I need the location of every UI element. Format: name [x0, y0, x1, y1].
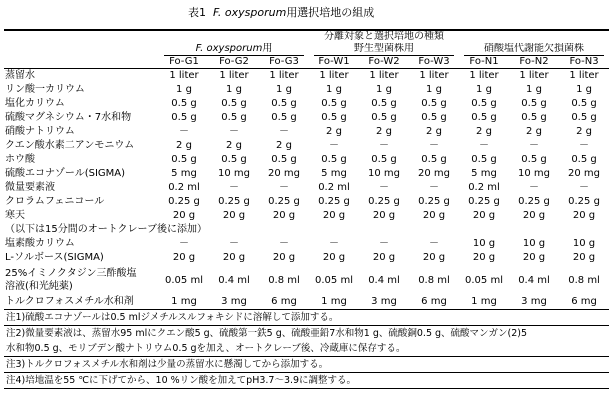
value-cell: 1 mg — [309, 295, 359, 310]
value-cell: 20 g — [272, 210, 296, 221]
value-cell: 0.5 g — [321, 98, 347, 109]
value-cell: 20 g — [472, 210, 496, 221]
value-cell: 1 g — [376, 84, 392, 95]
value-cell: 0.5 g — [221, 112, 247, 123]
ingredient-name: リン酸一カリウム — [5, 84, 85, 95]
value-cell: 1 g — [326, 84, 342, 95]
value-cell: 0.25 g — [518, 196, 550, 207]
value-cell: 0.5 g — [221, 98, 247, 109]
value-cell: 0.8 ml — [268, 274, 300, 286]
table-row — [4, 83, 609, 97]
value-cell: 2 g — [576, 126, 592, 137]
value-cell: 2 g — [526, 126, 542, 137]
value-cell: － — [229, 238, 239, 249]
value-cell: 0.5 g — [421, 112, 447, 123]
table-row — [4, 139, 609, 153]
value-cell: － — [379, 182, 389, 193]
header-top: 分離対象と選択培地の種類 — [159, 30, 609, 43]
value-cell: 1 liter — [569, 70, 599, 81]
header-codes-row — [4, 56, 609, 69]
value-cell: 0.5 g — [271, 112, 297, 123]
ingredient-name: 寒天 — [5, 210, 25, 221]
value-cell: 10 mg — [518, 168, 550, 179]
value-cell: 2 g — [276, 140, 292, 151]
ingredient-name: 硝酸ナトリウム — [5, 126, 75, 137]
note-4: 注4)培地温を55 ℃に下げてから、10 %リン酸を加えてpH3.7～3.9に調整する。 — [4, 373, 609, 389]
code-cell: Fo-N2 — [509, 56, 559, 69]
value-cell: 10 mg — [368, 168, 400, 179]
value-cell: 0.5 g — [571, 154, 597, 165]
note-2: 注2)微量要素液は、蒸留水95 mlにクエン酸5 g、硫酸第一鉄5 g、硫酸亜鉛7水和物1 g、硫酸銅0.5 g、硫酸マンガン(2)5 — [6, 328, 528, 339]
header-group-2: 野生型菌株用 — [309, 43, 459, 56]
ingredient-name: 25%イミノクタジン三酢酸塩 溶液(和光純薬) — [5, 268, 137, 292]
value-cell: 0.5 g — [271, 154, 297, 165]
composition-table — [4, 29, 609, 389]
value-cell: 0.4 ml — [368, 274, 400, 286]
caption-species: F. oxysporum — [213, 6, 287, 19]
value-cell: － — [579, 182, 590, 193]
value-cell: 2 g — [476, 126, 492, 137]
table-row — [4, 265, 609, 295]
value-cell: 1 g — [176, 84, 192, 95]
value-cell: 2 g — [326, 126, 342, 137]
ingredient-name: トルクロフォスメチル水和剤 — [4, 295, 159, 310]
value-cell: － — [229, 182, 239, 193]
value-cell: － — [179, 126, 189, 137]
code-cell: Fo-W3 — [409, 56, 459, 69]
code-cell: Fo-G1 — [159, 56, 209, 69]
value-cell: 2 g — [226, 140, 242, 151]
ingredient-name: 塩化カリウム — [5, 98, 65, 109]
value-cell: 6 mg — [259, 295, 309, 310]
value-cell: － — [279, 238, 289, 249]
value-cell: 0.2 ml — [168, 182, 200, 193]
value-cell: 0.2 ml — [468, 182, 500, 193]
table-row — [4, 251, 609, 265]
value-cell: 10 g — [472, 238, 496, 249]
code-cell: Fo-W1 — [309, 56, 359, 69]
value-cell: － — [279, 126, 289, 137]
value-cell: 1 liter — [269, 70, 299, 81]
table-row — [4, 125, 609, 139]
value-cell: 2 g — [426, 126, 442, 137]
value-cell: 10 mg — [218, 168, 250, 179]
value-cell: － — [179, 238, 189, 249]
value-cell: 0.5 g — [171, 98, 197, 109]
value-cell: 0.25 g — [418, 196, 450, 207]
value-cell: 1 liter — [419, 70, 449, 81]
value-cell: 20 g — [572, 252, 596, 263]
value-cell: 0.5 g — [471, 154, 497, 165]
value-cell: 0.25 g — [318, 196, 350, 207]
value-cell: 0.5 g — [571, 98, 597, 109]
value-cell: － — [529, 182, 539, 193]
value-cell: 0.8 ml — [418, 274, 450, 286]
value-cell: － — [379, 238, 389, 249]
value-cell: 20 mg — [418, 168, 450, 179]
value-cell: 1 g — [476, 84, 492, 95]
value-cell: － — [279, 182, 289, 193]
table-row — [4, 181, 609, 195]
caption-suffix: 用選択培地の組成 — [286, 6, 375, 19]
table-row — [4, 97, 609, 111]
value-cell: 1 g — [426, 84, 442, 95]
value-cell: 10 g — [572, 238, 596, 249]
value-cell: 5 mg — [171, 168, 197, 179]
value-cell: 3 mg — [359, 295, 409, 310]
value-cell: 0.5 g — [171, 112, 197, 123]
value-cell: － — [579, 140, 590, 151]
value-cell: 1 mg — [459, 295, 509, 310]
value-cell: 0.05 ml — [165, 274, 203, 286]
value-cell: 5 mg — [471, 168, 497, 179]
value-cell: 0.5 g — [371, 98, 397, 109]
section-note-row — [4, 223, 609, 237]
ingredient-name: クロラムフェニコール — [5, 196, 105, 207]
value-cell: － — [229, 126, 239, 137]
value-cell: 0.5 g — [221, 154, 247, 165]
ingredient-name: 蒸留水 — [5, 70, 35, 81]
value-cell: 1 g — [526, 84, 542, 95]
value-cell: 1 liter — [219, 70, 249, 81]
value-cell: － — [429, 238, 439, 249]
value-cell: 1 mg — [159, 295, 209, 310]
value-cell: 0.05 ml — [315, 274, 353, 286]
value-cell: 20 g — [172, 252, 196, 263]
value-cell: 20 g — [522, 252, 546, 263]
value-cell: － — [529, 140, 539, 151]
value-cell: 20 g — [322, 252, 346, 263]
table-row — [4, 295, 609, 310]
ingredient-name: 硫酸エコナゾール(SIGMA) — [5, 168, 126, 179]
value-cell: 20 g — [372, 252, 396, 263]
code-cell: Fo-G3 — [259, 56, 309, 69]
value-cell: 20 g — [272, 252, 296, 263]
value-cell: 20 g — [372, 210, 396, 221]
value-cell: 2 g — [176, 140, 192, 151]
ingredient-name: ホウ酸 — [5, 154, 35, 165]
value-cell: 0.25 g — [218, 196, 250, 207]
value-cell: 10 g — [522, 238, 546, 249]
value-cell: 20 g — [472, 252, 496, 263]
value-cell: 0.5 g — [471, 98, 497, 109]
note-2-cont: 水和物0.5 g、モリブデン酸ナトリウム0.5 gを加え、オートクレーブ後、冷蔵庫に保存する。 — [4, 341, 609, 357]
value-cell: 5 mg — [321, 168, 347, 179]
value-cell: 0.5 g — [371, 154, 397, 165]
value-cell: 0.5 g — [421, 98, 447, 109]
code-cell: Fo-N1 — [459, 56, 509, 69]
value-cell: 1 liter — [319, 70, 349, 81]
note-1: 注1)硫酸エコナゾールは0.5 mlジメチルスルフォキシドに溶解して添加する。 — [4, 310, 609, 326]
value-cell: 20 g — [572, 210, 596, 221]
value-cell: 1 liter — [369, 70, 399, 81]
value-cell: 20 g — [222, 210, 246, 221]
value-cell: － — [479, 140, 489, 151]
caption-prefix: 表1 — [188, 6, 206, 19]
value-cell: 3 mg — [509, 295, 559, 310]
section-note: （以下は15分間のオートクレーブ後に添加） — [5, 224, 208, 235]
value-cell: 0.5 g — [521, 154, 547, 165]
note-3: 注3)トルクロフォスメチル水和剤は少量の蒸留水に懸濁してから添加する。 — [4, 357, 609, 373]
value-cell: 0.5 g — [471, 112, 497, 123]
code-cell: Fo-W2 — [359, 56, 409, 69]
value-cell: 1 liter — [519, 70, 549, 81]
value-cell: 0.25 g — [368, 196, 400, 207]
ingredient-name: 微量要素液 — [5, 182, 55, 193]
table-row — [4, 237, 609, 251]
value-cell: 20 g — [522, 210, 546, 221]
value-cell: － — [429, 140, 439, 151]
notes — [4, 310, 609, 389]
table-row — [4, 69, 609, 84]
ingredient-name: 硫酸マグネシウム・7水和物 — [5, 112, 132, 123]
ingredient-name: L-ソルボース(SIGMA) — [5, 252, 104, 263]
value-cell: 1 liter — [169, 70, 199, 81]
ingredient-name: 塩素酸カリウム — [5, 238, 75, 249]
value-cell: 0.5 g — [521, 112, 547, 123]
table-row — [4, 209, 609, 223]
value-cell: 20 mg — [268, 168, 300, 179]
value-cell: 1 g — [576, 84, 592, 95]
value-cell: 20 g — [422, 252, 446, 263]
value-cell: 0.8 ml — [568, 274, 600, 286]
value-cell: 6 mg — [409, 295, 459, 310]
value-cell: 1 g — [226, 84, 242, 95]
value-cell: 20 g — [422, 210, 446, 221]
value-cell: 0.4 ml — [218, 274, 250, 286]
table-caption — [188, 4, 374, 20]
value-cell: － — [429, 182, 439, 193]
code-cell: Fo-N3 — [559, 56, 609, 69]
value-cell: 20 g — [172, 210, 196, 221]
value-cell: 0.25 g — [568, 196, 600, 207]
value-cell: 0.5 g — [321, 154, 347, 165]
value-cell: 20 g — [322, 210, 346, 221]
value-cell: 6 mg — [559, 295, 609, 310]
value-cell: 20 g — [222, 252, 246, 263]
value-cell: 0.5 g — [171, 154, 197, 165]
value-cell: － — [329, 140, 339, 151]
value-cell: 0.5 g — [571, 112, 597, 123]
ingredient-name: クエン酸水素二アンモニウム — [5, 140, 135, 151]
value-cell: － — [329, 238, 339, 249]
table-row — [4, 111, 609, 125]
value-cell: － — [379, 140, 389, 151]
value-cell: 0.5 g — [371, 112, 397, 123]
value-cell: 0.05 ml — [465, 274, 503, 286]
value-cell: 0.25 g — [268, 196, 300, 207]
value-cell: 0.5 g — [521, 98, 547, 109]
value-cell: 0.5 g — [271, 98, 297, 109]
value-cell: 0.5 g — [321, 112, 347, 123]
table-row — [4, 195, 609, 209]
value-cell: 2 g — [376, 126, 392, 137]
code-cell: Fo-G2 — [209, 56, 259, 69]
table-row — [4, 167, 609, 181]
value-cell: 0.5 g — [421, 154, 447, 165]
value-cell: 0.25 g — [468, 196, 500, 207]
value-cell: 1 g — [276, 84, 292, 95]
value-cell: 20 mg — [568, 168, 601, 179]
table-row — [4, 153, 609, 167]
value-cell: 1 liter — [469, 70, 499, 81]
header-group-3: 硝酸塩代謝能欠損菌株 — [459, 43, 609, 56]
value-cell: 0.4 ml — [518, 274, 550, 286]
header-group-1: F. oxysporum用 — [159, 43, 309, 56]
value-cell: 0.25 g — [168, 196, 200, 207]
value-cell: 0.2 ml — [318, 182, 350, 193]
value-cell: 3 mg — [209, 295, 259, 310]
